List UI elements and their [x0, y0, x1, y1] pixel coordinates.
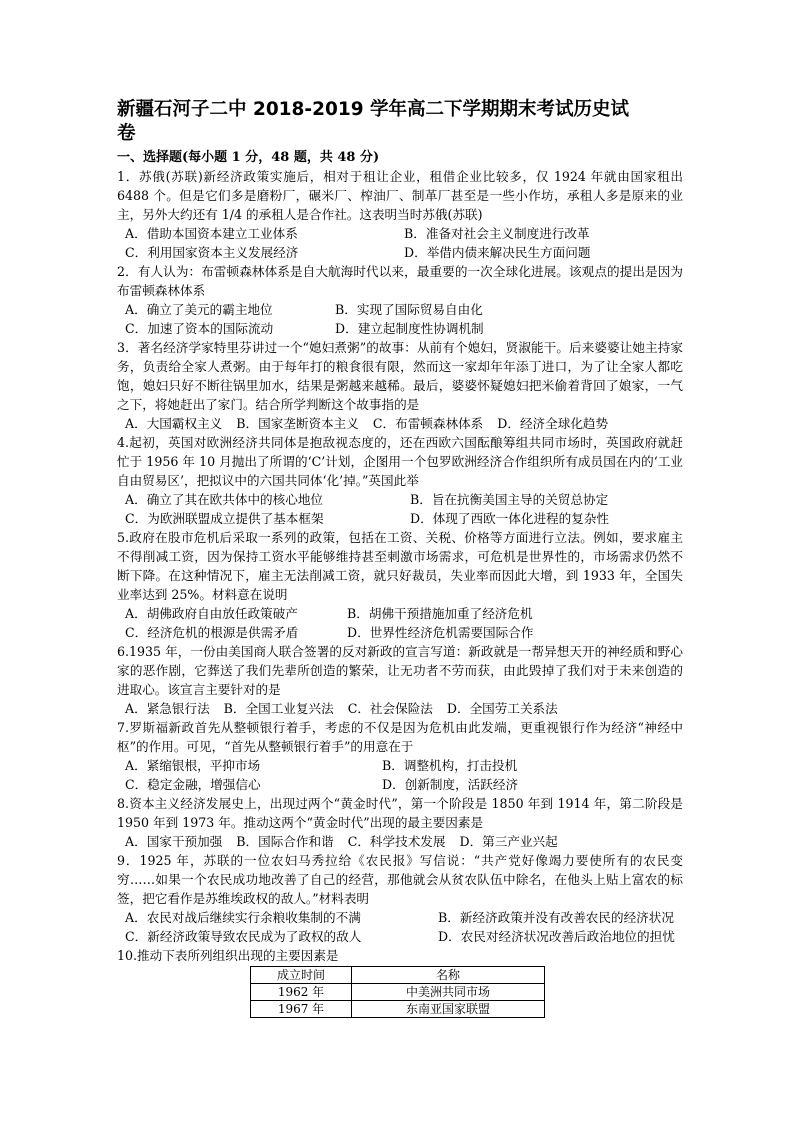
- option-9c: C．新经济政策导致农民成为了政权的敌人: [125, 929, 362, 944]
- option-7d: D．创新制度，活跃经济: [382, 777, 519, 792]
- option-5c: C．经济危机的根源是供需矛盾: [125, 625, 299, 640]
- table-cell-name: 中美洲共同市场: [352, 984, 545, 1001]
- table-row: [251, 984, 545, 1001]
- option-2d: D．建立起制度性协调机制: [335, 321, 484, 336]
- question-6: 6.1935 年，一份由美国商人联合签署的反对新政的宣言写道：新政就是一帮异想天开的神经质和野心家的恶作剧，它葬送了我们先辈所创造的繁荣，让无功者不劳而获，由此毁掉了我们对于未来创造的进取心。该宣言主要针对的是: [117, 644, 683, 697]
- table-header-time: 成立时间: [251, 967, 352, 984]
- options-2: [117, 300, 683, 338]
- table-cell-time: 1967 年: [251, 1001, 352, 1018]
- options-9: [117, 908, 683, 946]
- question-8: 8.资本主义经济发展史上，出现过两个“黄金时代”，第一个阶段是 1850 年到 1914 年，第二阶段是 1950 年到 1973 年。推动这两个“黄金时代”出现的最主要因素是: [117, 796, 683, 830]
- option-5d: D．世界性经济危机需要国际合作: [347, 625, 534, 640]
- option-6c: C．社会保险法: [347, 701, 433, 716]
- options-6: [117, 699, 683, 718]
- option-6a: A．紧急银行法: [125, 701, 210, 716]
- option-3d: D．经济全球化趋势: [497, 416, 609, 431]
- options-8: [117, 832, 683, 851]
- option-4a: A．确立了其在欧共体中的核心地位: [125, 492, 324, 507]
- question-9: 9．1925 年，苏联的一位农妇马秀拉给《农民报》写信说：“共产党好像竭力要使所有的农民变穷……如果一个农民成功地改善了自己的经营，那他就会从贫农队伍中除名，在他头上贴上富农的标签，把它看作是苏维埃政权的敌人。”材料表明: [117, 853, 683, 906]
- option-5a: A．胡佛政府自由放任政策破产: [125, 606, 298, 621]
- option-8b: B．国际合作和谐: [236, 834, 334, 849]
- options-1: [117, 224, 683, 262]
- table-cell-time: 1962 年: [251, 984, 352, 1001]
- option-2b: B．实现了国际贸易自由化: [335, 302, 483, 317]
- question-5: 5.政府在股市危机后采取一系列的政策，包括在工资、关税、价格等方面进行立法。例如，要求雇主不得削减工资，因为保持工资水平能够维持甚至刺激市场需求，可危机是世界性的，市场需求仍然不断下降。在这种情况下，雇主无法削减工资，就只好裁员，失业率而因此大增，到 1933 年，全国失业率达到 25%。材料意在说明: [117, 530, 683, 602]
- table-row: [251, 1001, 545, 1018]
- question-2: 2．有人认为：布雷顿森林体系是自大航海时代以来，最重要的一次全球化进展。该观点的提出是因为布雷顿森林体系: [117, 264, 683, 298]
- option-1d: D．举借内债来解决民生方面问题: [404, 245, 591, 260]
- option-9b: B．新经济政策并没有改善农民的经济状况: [438, 910, 674, 925]
- option-4b: B．旨在抗衡美国主导的关贸总协定: [410, 492, 609, 507]
- question-7: 7.罗斯福新政首先从整顿银行着手，考虑的不仅是因为危机由此发端，更重视银行作为经济“神经中枢”的作用。可见，“首先从整顿银行着手”的用意在于: [117, 720, 683, 754]
- option-7a: A．紧缩银根，平抑市场: [125, 758, 261, 773]
- option-3a: A．大国霸权主义: [125, 416, 223, 431]
- option-6b: B．全国工业复兴法: [223, 701, 334, 716]
- question-10: 10.推动下表所列组织出现的主要因素是: [117, 948, 339, 963]
- option-1c: C．利用国家资本主义发展经济: [125, 245, 299, 260]
- title-line-2: 卷: [117, 123, 136, 144]
- option-9d: D．农民对经济状况改善后政治地位的担忧: [438, 929, 675, 944]
- options-7: [117, 756, 683, 794]
- section-heading: 一、选择题(每小题 1 分，48 题，共 48 分): [117, 150, 380, 165]
- options-5: [117, 604, 683, 642]
- option-3b: B．国家垄断资本主义: [236, 416, 359, 431]
- exam-title: [117, 98, 683, 146]
- option-1b: B．准备对社会主义制度进行改革: [404, 226, 590, 241]
- option-4c: C．为欧洲联盟成立提供了基本框架: [125, 511, 324, 526]
- question-3: 3．著名经济学家特里芬讲过一个“媳妇煮粥”的故事：从前有个媳妇，贤淑能干。后来婆婆让她主持家务，负责给全家人煮粥。由于每年打的粮食很有限，然而这一家却年年添丁进口，为了让全家人都吃饱，媳妇只好不断往锅里加水，结果是粥越来越稀。最后，婆婆怀疑媳妇把米偷着背回了娘家，一气之下，将她赶出了家门。结合所学判断这个故事指的是: [117, 340, 683, 412]
- question-4: 4.起初，英国对欧洲经济共同体是抱敌视态度的，还在西欧六国酝酿筹组共同市场时，英国政府就赶忙于 1956 年 10 月抛出了所谓的‘C’计划，企图用一个包罗欧洲经济合作组织所有成员国在内的‘工业自由贸易区’，把拟议中的六国共同体‘化’掉。”英国此举: [117, 435, 683, 488]
- option-8d: D．第三产业兴起: [459, 834, 558, 849]
- organization-table: [250, 966, 545, 1018]
- exam-page: [117, 98, 683, 1018]
- option-2a: A．确立了美元的霸主地位: [125, 302, 273, 317]
- options-4: [117, 490, 683, 528]
- title-line-1: 新疆石河子二中 2018-2019 学年高二下学期期末考试历史试: [117, 99, 630, 120]
- option-8c: C．科学技术发展: [347, 834, 446, 849]
- question-1: 1．苏俄(苏联)新经济政策实施后，相对于租让企业，租借企业比较多，仅 1924 年就由国家租出 6488 个。但是它们多是磨粉厂，碾米厂、榨油厂、制革厂甚至是一些小作坊，承租人多是原来的业主，另外大约还有 1/4 的承租人是合作社。这表明当时苏俄(苏联): [117, 169, 683, 222]
- option-7b: B．调整机构，打击投机: [382, 758, 518, 773]
- option-7c: C．稳定金融，增强信心: [125, 777, 261, 792]
- option-6d: D．全国劳工关系法: [446, 701, 558, 716]
- option-8a: A．国家干预加强: [125, 834, 223, 849]
- option-2c: C．加速了资本的国际流动: [125, 321, 274, 336]
- option-4d: D．体现了西欧一体化进程的复杂性: [410, 511, 610, 526]
- options-3: [117, 414, 683, 433]
- table-header-row: [251, 967, 545, 984]
- option-1a: A．借助本国资本建立工业体系: [125, 226, 298, 241]
- table-cell-name: 东南亚国家联盟: [352, 1001, 545, 1018]
- table-header-name: 名称: [352, 967, 545, 984]
- option-3c: C．布雷顿森林体系: [372, 416, 484, 431]
- option-9a: A．农民对战后继续实行余粮收集制的不满: [125, 910, 361, 925]
- option-5b: B．胡佛干预措施加重了经济危机: [347, 606, 533, 621]
